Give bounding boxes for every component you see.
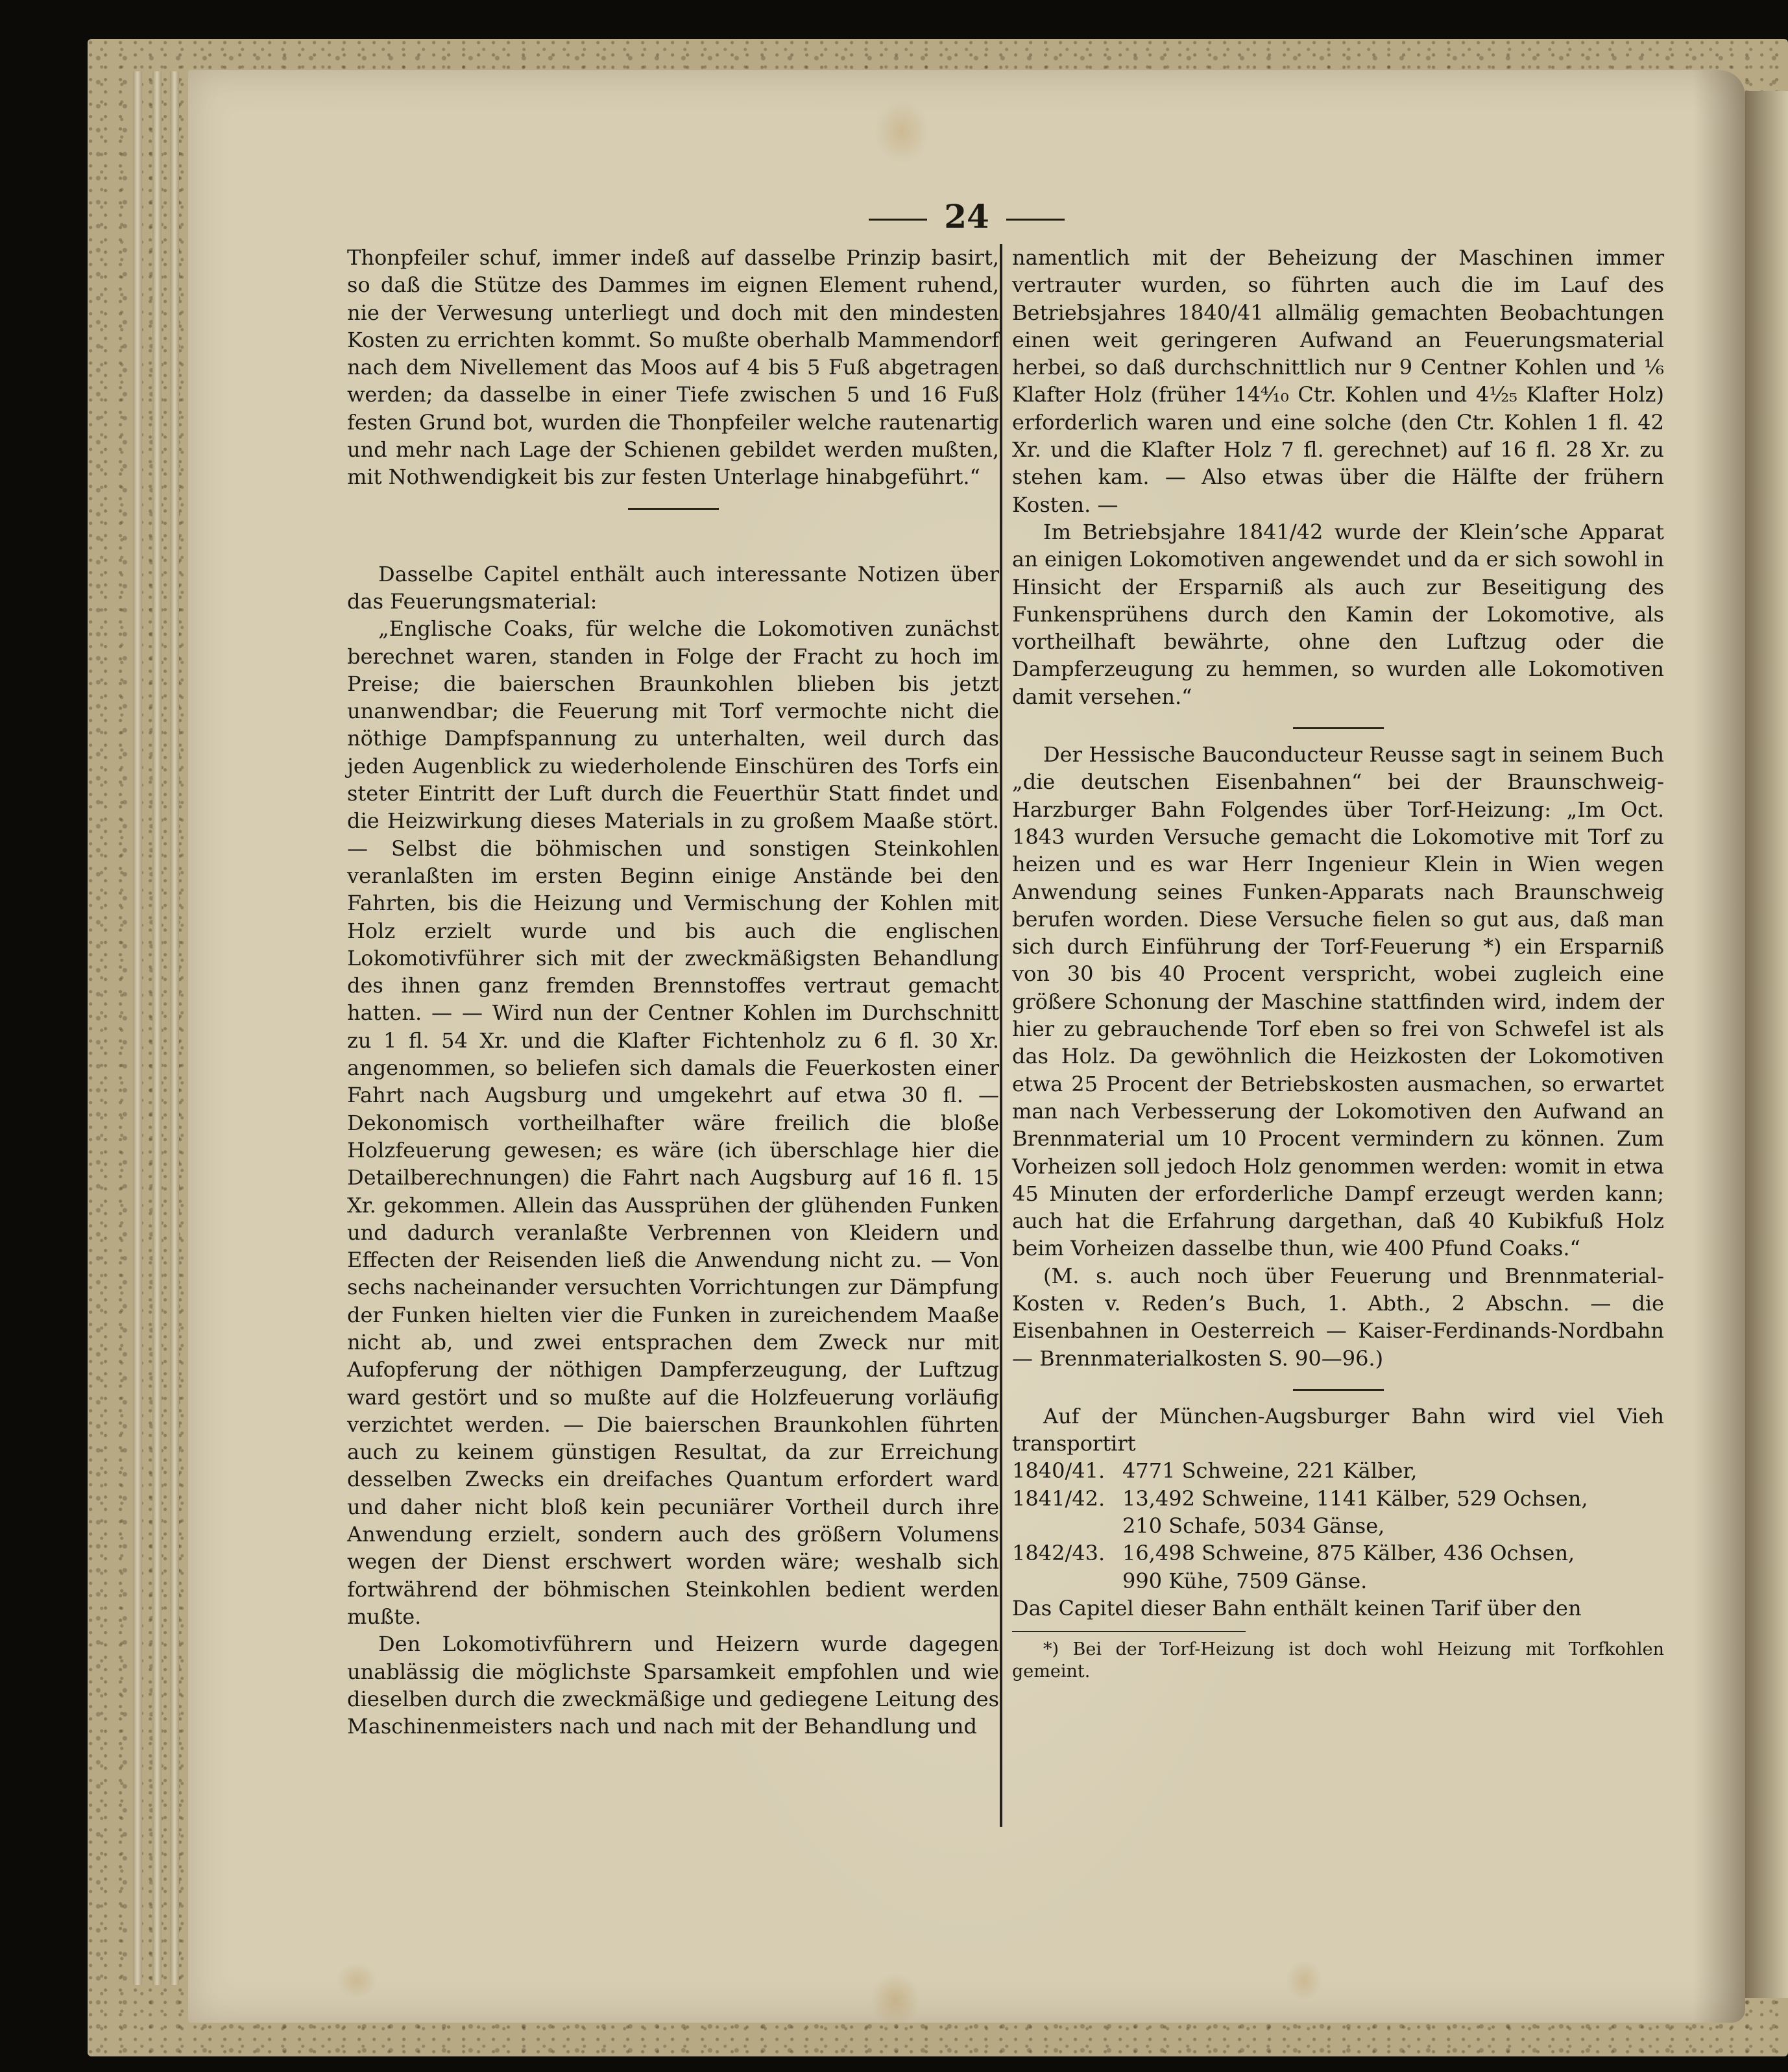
livestock-counts: 16,498 Schweine, 875 Kälber, 436 Ochsen, <box>1122 1541 1575 1566</box>
footnote-rule <box>1012 1631 1246 1632</box>
livestock-year: 1841/42. <box>1012 1486 1105 1511</box>
section-rule <box>1293 727 1384 729</box>
section-rule <box>628 508 719 510</box>
paragraph: Auf der München-Augsburger Bahn wird viel Vieh transportirt <box>1012 1403 1664 1456</box>
paragraph: Der Hessische Bauconducteur Reusse sagt in seinem Buch „die deutschen Eisenbahnen“ bei der Braunschweig-Harzburger Bahn Folgendes über Torf-Heizung: „Im Oct. 1843 wurden Versuche gemacht die Lokomotive mit Torf zu heizen und es war Herr Ingenieur Klein in Wien wegen Anwendung seines Funken-Apparats nach Braunschweig berufen worden. Diese Versuche fielen so gut aus, daß man sich durch Einführung der Torf-Feuerung *) ein Ersparniß von 30 bis 40 Procent verspricht, wobei zugleich eine größere Schonung der Maschine stattfinden wird, indem der hier zu gebrauchende Torf eben so frei von Schwefel ist als das Holz. Da gewöhnlich die Heizkosten der Lokomotiven etwa 25 Procent der Betriebskosten ausmachen, so erwartet man nach Verbesserung der Lokomotiven den Aufwand an Brennmaterial um 10 Procent vermindern zu können. Zum Vorheizen soll jedoch Holz genommen werden: womit in etwa 45 Minuten der erforderliche Dampf erzeugt werden kann; auch hat die Erfahrung dargethan, daß 40 Kubikfuß Holz beim Vorheizen dasselbe thun, wie 400 Pfund Coaks.“ <box>1012 742 1664 1261</box>
livestock-row <box>1012 1485 1664 1512</box>
page-number-dash <box>869 219 927 221</box>
livestock-list <box>1012 1457 1664 1594</box>
page-number <box>188 197 1745 235</box>
gutter-shadow <box>1693 70 1745 2023</box>
paragraph: „Englische Coaks, für welche die Lokomotiven zunächst berechnet waren, standen in Folge der Fracht zu hoch im Preise; die baierschen Braunkohlen blieben bis jetzt unanwendbar; die Feuerung mit Torf vermochte nicht die nöthige Dampfspannung zu unterhalten, weil durch das jeden Augenblick zu wiederholende Einschüren des Torfs ein steter Eintritt der Luft durch die Feuerthür Statt findet und die Heizwirkung dieses Materials in zu großem Maaße stört. — Selbst die böhmischen und sonstigen Steinkohlen veranlaßten im ersten Beginn einige Anstände bei den Fahrten, bis die Heizung und Vermischung der Kohlen mit Holz erzielt wurde und bis auch die englischen Lokomotivführer sich mit der zweckmäßigsten Behandlung des ihnen ganz fremden Brennstoffes vertraut gemacht hatten. — — Wird nun der Centner Kohlen im Durchschnitt zu 1 fl. 54 Xr. und die Klafter Fichtenholz zu 6 fl. 30 Xr. angenommen, so beliefen sich damals die Feuerkosten einer Fahrt nach Augsburg und umgekehrt auf etwa 30 fl. — Dekonomisch vortheilhafter wäre freilich die bloße Holzfeuerung gewesen; es wäre (ich überschlage hier die Detailberechnungen) die Fahrt nach Augsburg auf 16 fl. 15 Xr. gekommen. Allein das Aussprühen der glühenden Funken und dadurch veranlaßte Verbrennen von Kleidern und Effecten der Reisenden ließ die Anwendung nicht zu. — Von sechs nacheinander versuchten Vorrichtungen zur Dämpfung der Funken hielten vier die Funken in zureichendem Maaße nicht ab, und zwei entsprachen dem Zweck nur mit Aufopferung der nöthigen Dampferzeugung, der Luftzug ward gestört und so mußte auf die Holzfeuerung vorläufig verzichtet werden. — Die baierschen Braunkohlen führten auch zu keinem günstigen Resultat, da zur Erreichung desselben Zwecks ein dreifaches Quantum erfordert ward und daher nicht bloß kein pecuniärer Vortheil durch ihre Anwendung erzielt, sondern auch des größern Volumens wegen der Dienst erschwert worden wäre; weshalb sich fortwährend der böhmischen Steinkohlen bedient werden mußte. <box>347 616 999 1629</box>
livestock-row <box>1012 1457 1664 1484</box>
column-rule <box>1000 244 1002 1827</box>
page-number-text: 24 <box>944 197 989 235</box>
paragraph: (M. s. auch noch über Feuerung und Brennmaterial-Kosten v. Reden’s Buch, 1. Abth., 2 Abschn. — die Eisenbahnen in Oesterreich — Kaiser-Ferdinands-Nordbahn — Brennmaterialkosten S. 90—96.) <box>1012 1263 1664 1371</box>
livestock-counts: 13,492 Schweine, 1141 Kälber, 529 Ochsen, <box>1122 1486 1588 1511</box>
paragraph: Dasselbe Capitel enthält auch interessante Notizen über das Feuerungsmaterial: <box>347 561 999 614</box>
livestock-row-continued: 210 Schafe, 5034 Gänse, <box>1122 1513 1385 1539</box>
page-number-dash <box>1006 219 1065 221</box>
livestock-row <box>1012 1539 1664 1567</box>
livestock-counts: 4771 Schweine, 221 Kälber, <box>1122 1458 1418 1484</box>
livestock-year: 1840/41. <box>1012 1458 1105 1484</box>
paragraph: Thonpfeiler schuf, immer indeß auf dasselbe Prinzip basirt, so daß die Stütze des Dammes im eignen Element ruhend, nie der Verwesung unterliegt und doch mit den mindesten Kosten zu errichten kommt. So mußte oberhalb Mammendorf nach dem Nivellement das Moos auf 4 bis 5 Fuß abgetragen werden; da dasselbe in einer Tiefe zwischen 5 und 16 Fuß festen Grund bot, wurden die Thonpfeiler welche rautenartig und mehr nach Lage der Schienen gebildet werden mußten, mit Nothwendigkeit bis zur festen Unterlage hinabgeführt.“ <box>347 245 999 490</box>
paragraph: Den Lokomotivführern und Heizern wurde dagegen unablässig die möglichste Sparsamkeit empfohlen und wie dieselben durch die zweckmäßige und gediegene Leitung des Maschinenmeisters nach und nach mit der Behandlung und <box>347 1632 999 1739</box>
paragraph: namentlich mit der Beheizung der Maschinen immer vertrauter wurden, so führten auch die im Lauf des Betriebsjahres 1840/41 allmälig gemachten Beobachtungen einen weit geringeren Aufwand an Feuerungsmaterial herbei, so daß durchschnittlich nur 9 Centner Kohlen und ⅙ Klafter Holz (früher 14⁴⁄₁₀ Ctr. Kohlen und 4¹⁄₂₅ Klafter Holz) erforderlich waren und eine solche (den Ctr. Kohlen 1 fl. 42 Xr. und die Klafter Holz 7 fl. gerechnet) auf 16 fl. 28 Xr. zu stehen kam. — Also etwas über die Hälfte der frühern Kosten. — <box>1012 245 1664 517</box>
section-rule <box>1293 1389 1384 1391</box>
footnote: *) Bei der Torf-Heizung ist doch wohl Heizung mit Torfkohlen gemeint. <box>1012 1639 1664 1682</box>
facing-page-edge <box>1745 91 1788 1998</box>
paragraph: Im Betriebsjahre 1841/42 wurde der Klein’sche Apparat an einigen Lokomotiven angewendet und da er sich sowohl in Hinsicht der Ersparniß als auch zur Beseitigung des Funkensprühens durch den Kamin der Lokomotive, als vortheilhaft bewährte, ohne den Luftzug oder die Dampferzeugung zu hemmen, so wurden alle Lokomotiven damit versehen.“ <box>1012 519 1664 709</box>
left-column <box>347 244 999 1740</box>
livestock-row-continued: 990 Kühe, 7509 Gänse. <box>1122 1568 1368 1593</box>
right-column <box>1012 244 1664 1683</box>
page-edge <box>152 71 162 1985</box>
paragraph: Das Capitel dieser Bahn enthält keinen Tarif über den <box>1012 1595 1582 1620</box>
page-edge <box>170 71 179 1985</box>
page-edge <box>133 71 142 1985</box>
book-page <box>188 70 1745 2023</box>
livestock-year: 1842/43. <box>1012 1541 1105 1566</box>
